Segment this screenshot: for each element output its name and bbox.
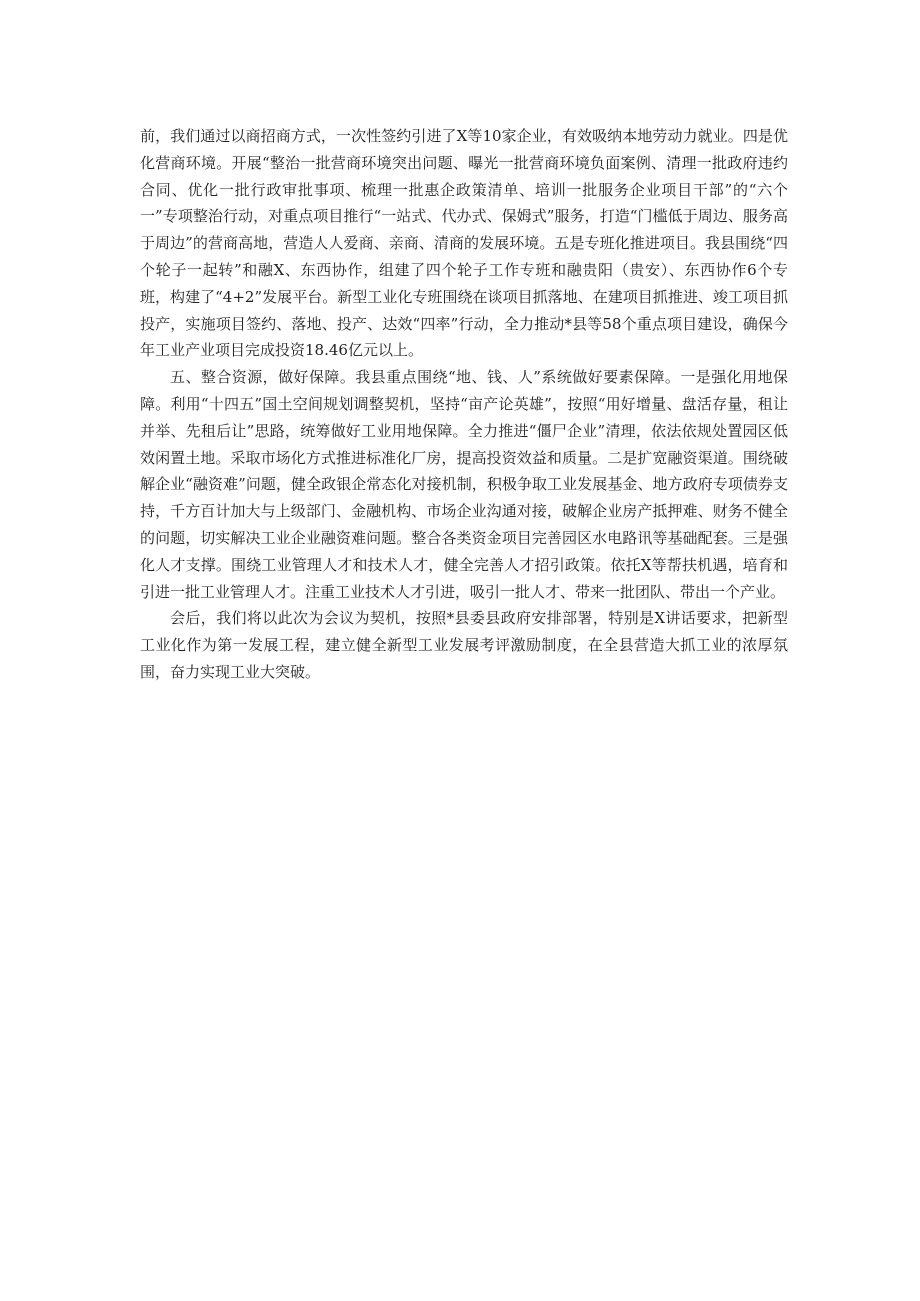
document-body <box>140 123 788 686</box>
paragraph-section-five: 五、整合资源，做好保障。我县重点围绕“地、钱、人”系统做好要素保障。一是强化用地保障。利用“十四五”国土空间规划调整契机，坚持“亩产论英雄”，按照“用好增量、盘活存量，租让并举、先租后让”思路，统筹做好工业用地保障。全力推进“僵尸企业”清理，依法依规处置园区低效闲置土地。采取市场化方式推进标准化厂房，提高投资效益和质量。二是扩宽融资渠道。围绕破解企业“融资难”问题，健全政银企常态化对接机制，积极争取工业发展基金、地方政府专项债券支持，千方百计加大与上级部门、金融机构、市场企业沟通对接，破解企业房产抵押难、财务不健全的问题，切实解决工业企业融资难问题。整合各类资金项目完善园区水电路讯等基础配套。三是强化人才支撑。围绕工业管理人才和技术人才，健全完善人才招引政策。依托X等帮扶机遇，培育和引进一批工业管理人才。注重工业技术人才引进，吸引一批人才、带来一批团队、带出一个产业。 <box>140 368 788 601</box>
paragraph-conclusion: 会后，我们将以此次为会议为契机，按照*县委县政府安排部署，特别是X讲话要求，把新型工业化作为第一发展工程，建立健全新型工业发展考评激励制度，在全县营造大抓工业的浓厚氛围，奋力实现工业大突破。 <box>140 609 788 681</box>
paragraph-continuation: 前，我们通过以商招商方式，一次性签约引进了X等10家企业，有效吸纳本地劳动力就业。四是优化营商环境。开展“整治一批营商环境突出问题、曝光一批营商环境负面案例、清理一批政府违约合同、优化一批行政审批事项、梳理一批惠企政策清单、培训一批服务企业项目干部”的“六个一”专项整治行动，对重点项目推行“一站式、代办式、保姆式”服务，打造“门槛低于周边、服务高于周边”的营商高地，营造人人爱商、亲商、清商的发展环境。五是专班化推进项目。我县围绕“四个轮子一起转”和融X、东西协作，组建了四个轮子工作专班和融贵阳（贵安）、东西协作6个专班，构建了“4+2”发展平台。新型工业化专班围绕在谈项目抓落地、在建项目抓推进、竣工项目抓投产，实施项目签约、落地、投产、达效“四率”行动，全力推动*县等58个重点项目建设，确保今年工业产业项目完成投资18.46亿元以上。 <box>140 127 788 360</box>
